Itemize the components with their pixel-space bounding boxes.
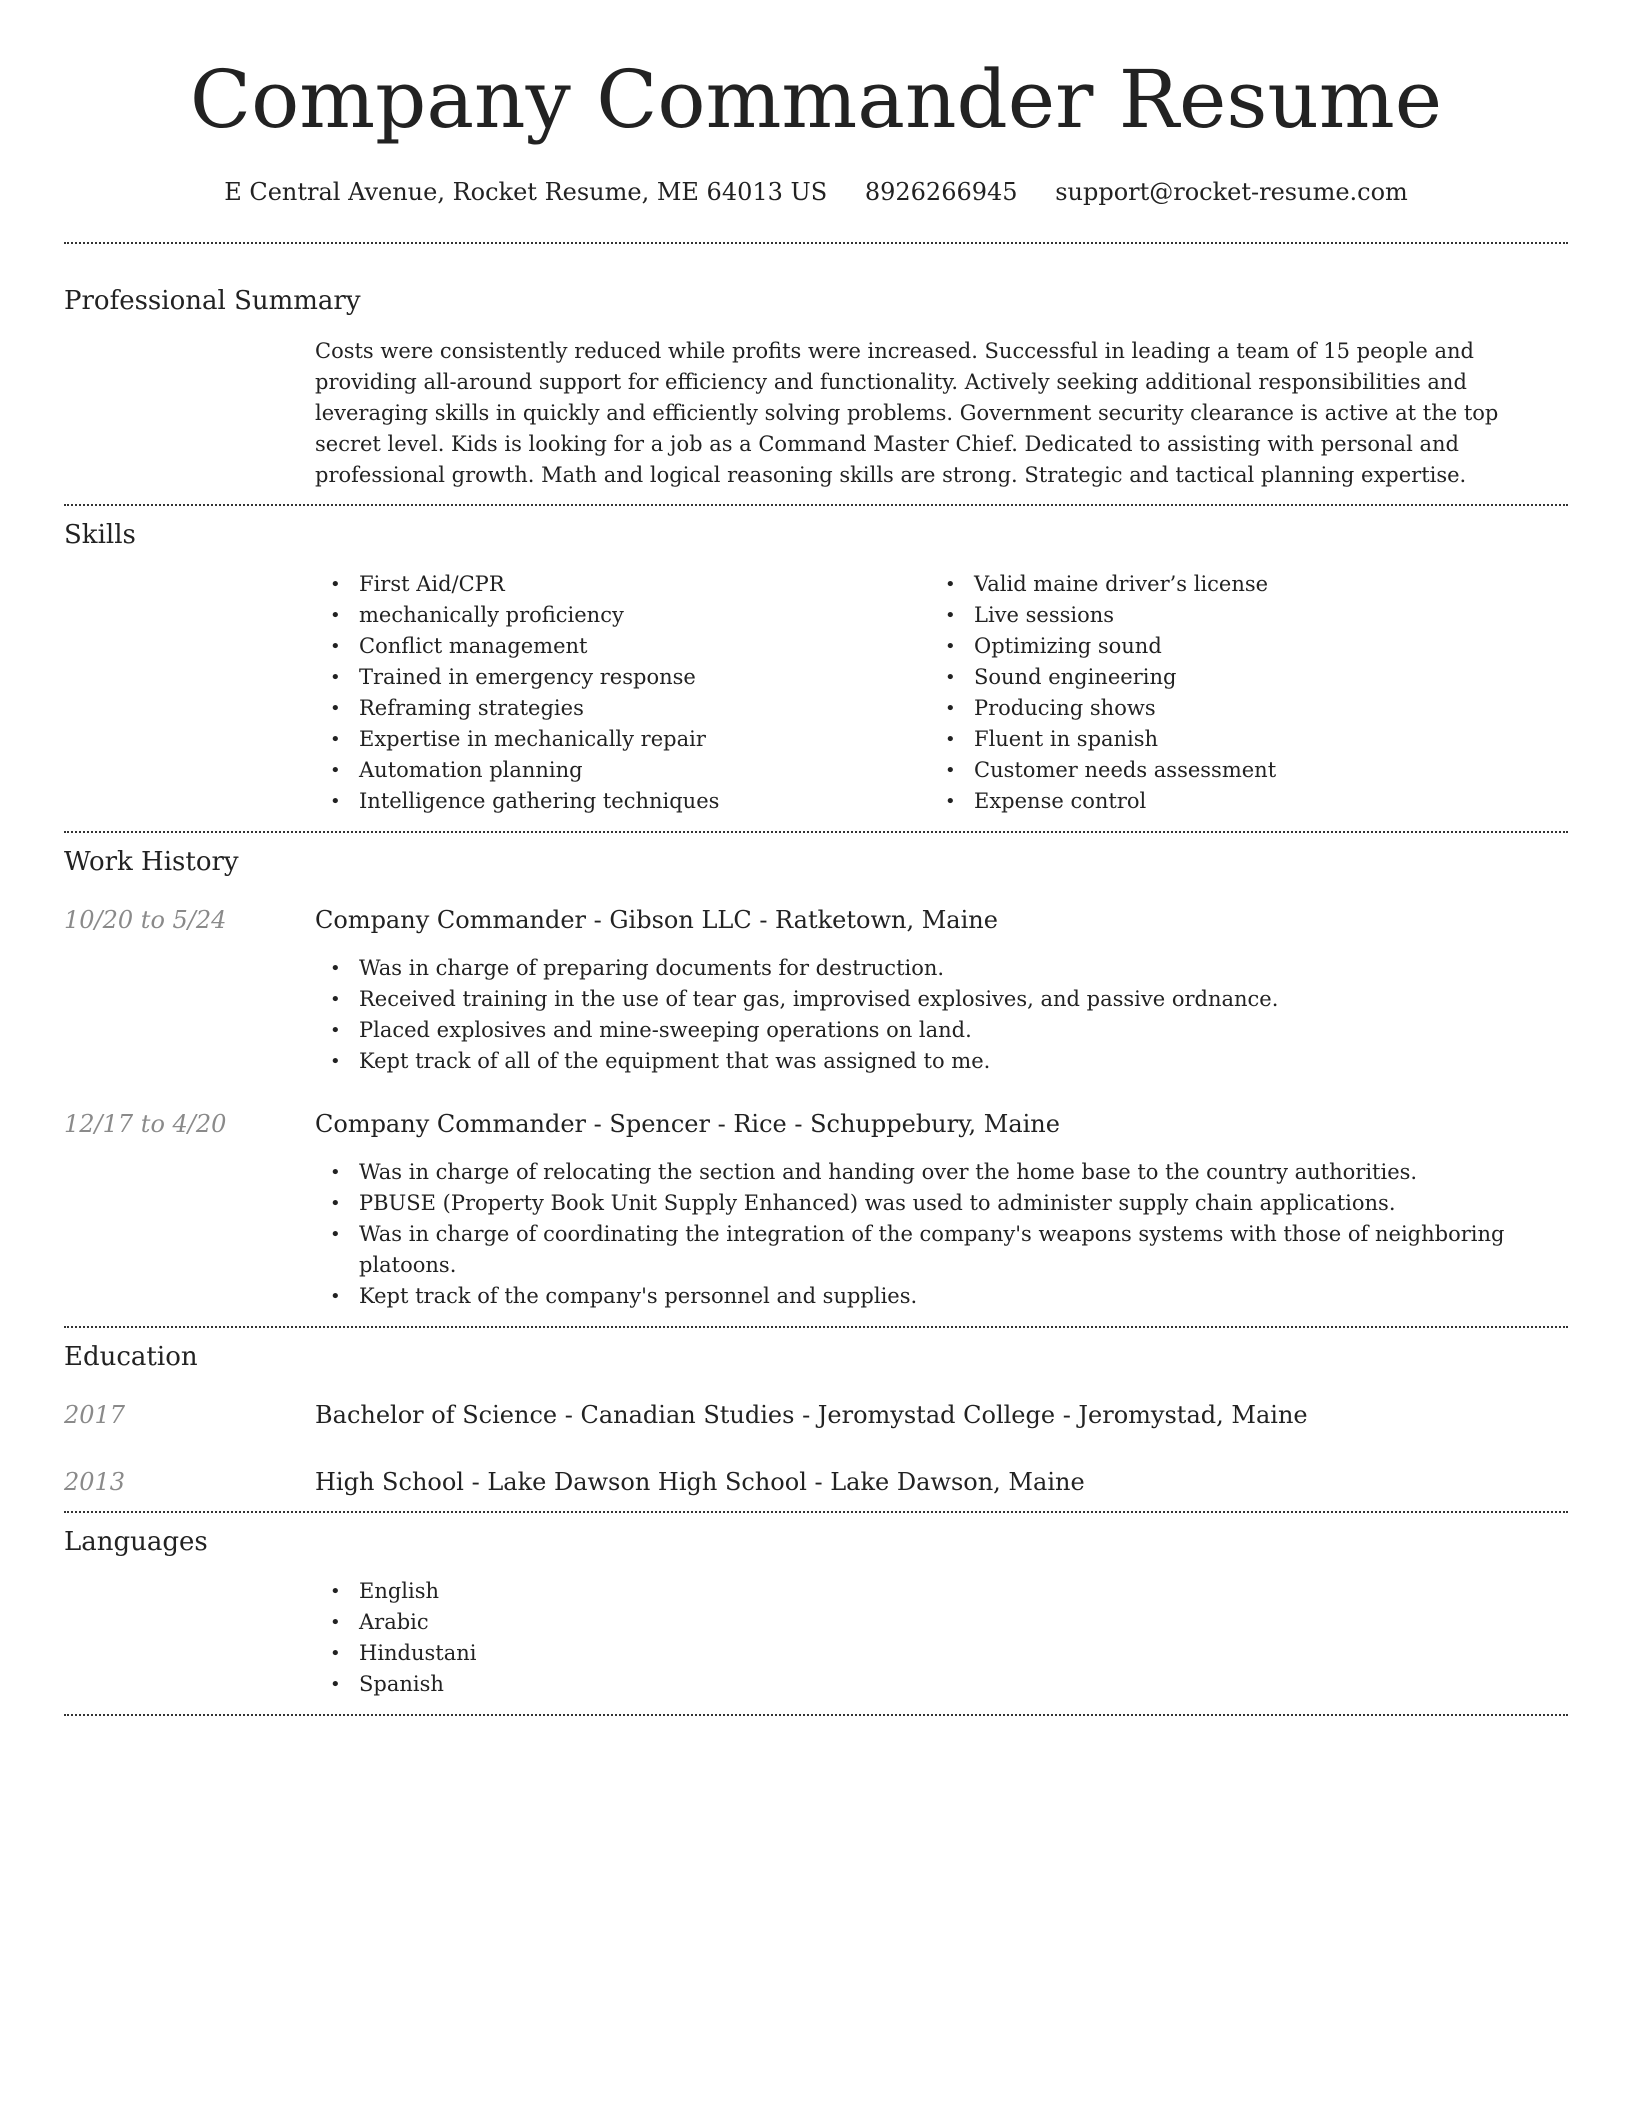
education-section: [64, 1328, 1568, 1511]
contact-address: E Central Avenue, Rocket Resume, ME 64013 US: [224, 178, 828, 206]
work-heading: Work History: [64, 847, 239, 877]
resume-header: [64, 0, 1568, 208]
summary-text: Costs were consistently reduced while profits were increased. Successful in leading a team of 15 people and providing all-around support for efficiency and functionality. Actively seeking additional responsibilities and leveraging skills in quickly and efficiently solving problems. Government security clearance is active at the top secret level. Kids is looking for a job as a Command Master Chief. Dedicated to assisting with personal and professional growth. Math and logical reasoning skills are strong. Strategic and tactical planning expertise.: [315, 339, 1499, 487]
skill-item: • Optimizing sound: [930, 631, 1545, 662]
resume-page: [64, 0, 1568, 1716]
job-bullet: • Placed explosives and mine-sweeping operations on land.: [315, 1015, 1568, 1046]
skill-item: • Fluent in spanish: [930, 724, 1545, 755]
languages-list: [315, 1576, 1568, 1714]
skills-list-right: [930, 569, 1545, 817]
education-details: [315, 1398, 1568, 1432]
education-entry: [64, 1398, 1568, 1432]
languages-section: [64, 1513, 1568, 1714]
skills-heading: Skills: [64, 520, 136, 550]
skill-item: • Sound engineering: [930, 662, 1545, 693]
job-bullet: • Was in charge of preparing documents for destruction.: [315, 953, 1568, 984]
skills-section: [64, 506, 1568, 831]
work-section: [64, 833, 1568, 1326]
job-bullets: [315, 1157, 1568, 1312]
job-bullet: • Kept track of the company's personnel and supplies.: [315, 1281, 1568, 1312]
section-divider: [64, 1714, 1568, 1716]
language-item: • Hindustani: [315, 1638, 1568, 1669]
job-bullet: • Kept track of all of the equipment that was assigned to me.: [315, 1046, 1568, 1077]
job-date: 12/17 to 4/20: [64, 1110, 227, 1138]
job-bullets: [315, 953, 1568, 1077]
job-entry: [64, 1107, 1568, 1326]
skill-item: • mechanically proficiency: [315, 600, 930, 631]
job-date: 10/20 to 5/24: [64, 906, 227, 934]
skill-item: • Valid maine driver’s license: [930, 569, 1545, 600]
job-details: [315, 1107, 1568, 1312]
skill-item: • Producing shows: [930, 693, 1545, 724]
education-year: 2017: [64, 1401, 126, 1429]
education-degree: High School - Lake Dawson High School - Lake Dawson, Maine: [315, 1468, 1085, 1496]
education-details: [315, 1465, 1568, 1499]
skill-item: • Expense control: [930, 786, 1545, 817]
education-heading: Education: [64, 1342, 198, 1372]
job-bullet: • Received training in the use of tear gas, improvised explosives, and passive ordnance.: [315, 984, 1568, 1015]
skill-item: • Intelligence gathering techniques: [315, 786, 930, 817]
resume-name: Company Commander Resume: [189, 53, 1443, 146]
summary-heading: Professional Summary: [64, 286, 361, 316]
job-bullet: • PBUSE (Property Book Unit Supply Enhanced) was used to administer supply chain applications.: [315, 1188, 1568, 1219]
languages-heading: Languages: [64, 1527, 208, 1557]
job-entry: [64, 903, 1568, 1077]
job-title: Company Commander - Gibson LLC - Ratketown, Maine: [315, 906, 998, 934]
skills-list-left: [315, 569, 930, 817]
education-year: 2013: [64, 1468, 126, 1496]
skill-item: • Expertise in mechanically repair: [315, 724, 930, 755]
education-degree: Bachelor of Science - Canadian Studies - Jeromystad College - Jeromystad, Maine: [315, 1401, 1308, 1429]
job-title: Company Commander - Spencer - Rice - Schuppebury, Maine: [315, 1110, 1060, 1138]
job-bullet: • Was in charge of relocating the section and handing over the home base to the country authorities.: [315, 1157, 1568, 1188]
skill-item: • Customer needs assessment: [930, 755, 1545, 786]
skills-columns: [315, 569, 1568, 831]
language-item: • English: [315, 1576, 1568, 1607]
job-bullet: • Was in charge of coordinating the integration of the company's weapons systems with those of neighboring platoons.: [315, 1219, 1568, 1281]
skill-item: • Live sessions: [930, 600, 1545, 631]
contact-phone: 8926266945: [864, 178, 1018, 206]
skill-item: • Reframing strategies: [315, 693, 930, 724]
contact-email: support@rocket-resume.com: [1055, 178, 1408, 206]
skill-item: • Trained in emergency response: [315, 662, 930, 693]
job-details: [315, 903, 1568, 1077]
skill-item: • Conflict management: [315, 631, 930, 662]
skill-item: • First Aid/CPR: [315, 569, 930, 600]
summary-section: [64, 244, 1568, 504]
language-item: • Spanish: [315, 1669, 1568, 1700]
contact-line: [64, 176, 1568, 208]
skill-item: • Automation planning: [315, 755, 930, 786]
education-entry: [64, 1465, 1568, 1511]
language-item: • Arabic: [315, 1607, 1568, 1638]
